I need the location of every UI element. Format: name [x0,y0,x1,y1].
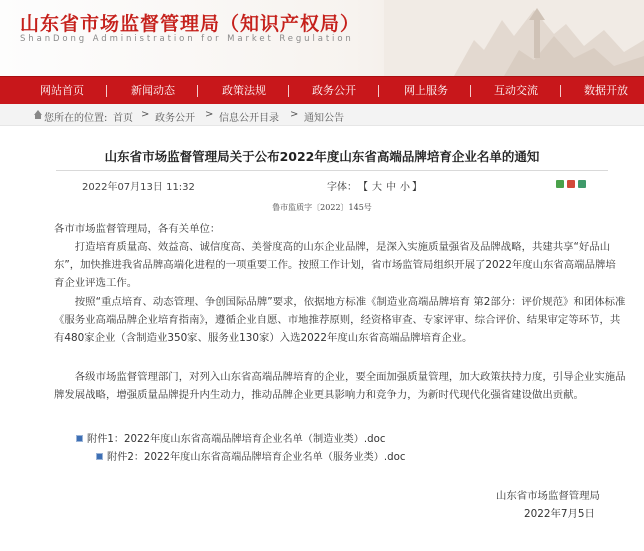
site-title: 山东省市场监督管理局（知识产权局） [20,13,361,35]
share-icon[interactable] [578,180,586,188]
print-icon[interactable] [556,180,564,188]
font-medium-button[interactable]: 中 [386,182,396,193]
nav-separator [560,85,561,97]
doc-icon [96,453,103,460]
nav-item-online-service[interactable]: 网上服务 [404,84,448,97]
attachment-1-label[interactable]: 附件1：2022年度山东省高端品牌培育企业名单（制造业类）.doc [87,434,386,445]
nav-item-interaction[interactable]: 互动交流 [494,84,538,97]
signature-date: 2022年7月5日 [524,508,595,520]
nav-separator [288,85,289,97]
site-header [0,0,644,76]
publish-date: 2022年07月13日 11:32 [82,182,195,193]
salutation: 各市市场监督管理局，各有关单位： [54,223,221,235]
nav-item-policy[interactable]: 政策法规 [222,84,266,97]
breadcrumb-separator: > [205,109,214,120]
nav-separator [470,85,471,97]
attachment-1-link[interactable] [76,430,385,445]
signature-organization: 山东省市场监督管理局 [496,490,600,502]
nav-item-news[interactable]: 新闻动态 [131,84,175,97]
font-small-button[interactable]: 小 [400,182,410,193]
breadcrumb-prefix: 您所在的位置: [44,113,108,124]
nav-separator [197,85,198,97]
nav-separator [106,85,107,97]
nav-item-gov-affairs[interactable]: 政务公开 [312,84,356,97]
header-decoration-image [384,0,644,76]
article-title: 山东省市场监督管理局关于公布2022年度山东省高端品牌培育企业名单的通知 [104,149,540,164]
document-number: 鲁市监质字〔2022〕145号 [272,203,372,212]
paragraph-2: 按照“重点培育、动态管理、争创国际品牌”要求，依据地方标准《制造业高端品牌培育 第2部分：评价规范》和团体标准《服务业高端品牌企业培育指南》，遵循企业自愿、市地推荐原则，经资格审查、专家评审、综合评价、结果审定等环节，共有480家企业（含制造业350家、服务业130家）入选2022年度山东省高端品牌培育企业。 [54,296,626,345]
font-large-button[interactable]: 大 [372,182,382,193]
nav-separator [378,85,379,97]
breadcrumb-gov-affairs-link[interactable]: 政务公开 [155,113,195,124]
attachment-2-label[interactable]: 附件2：2022年度山东省高端品牌培育企业名单（服务业类）.doc [107,452,406,463]
nav-item-open-data[interactable]: 数据开放 [584,84,628,97]
breadcrumb-home-link[interactable]: 首页 [113,113,133,124]
paragraph-3: 各级市场监督管理部门，对列入山东省高端品牌培育的企业，要全面加强质量管理，加大政策扶持力度，引导企业实施品牌发展战略，增强质量品牌提升内生动力，推动品牌企业更具影响力和竞争力，为新时代现代化强省建设做出贡献。 [54,371,626,402]
doc-icon [76,435,83,442]
paragraph-1: 打造培育质量高、效益高、诚信度高、美誉度高的山东企业品牌，是深入实施质量强省及品牌战略，共建共享“好品山东”，加快推进我省品牌高端化进程的一项重要工作。按照工作计划，省市场监管局组织开展了2022年度山东省高端品牌培育企业评选工作。 [54,241,616,290]
font-bracket-open: 【 [358,182,368,193]
title-divider [56,170,608,171]
breadcrumb [0,104,644,126]
nav-item-home[interactable]: 网站首页 [40,84,84,97]
close-icon[interactable] [567,180,575,188]
main-nav [0,76,644,104]
breadcrumb-separator: > [141,109,150,120]
attachment-2-link[interactable] [96,448,405,463]
font-bracket-close: 】 [412,182,422,193]
site-subtitle: ShanDong Administration for Market Regulation [20,34,354,44]
home-icon [34,110,42,115]
breadcrumb-separator: > [290,109,299,120]
breadcrumb-notice-link[interactable]: 通知公告 [304,113,344,124]
font-size-label: 字体： [327,182,357,193]
breadcrumb-catalog-link[interactable]: 信息公开目录 [219,113,279,124]
